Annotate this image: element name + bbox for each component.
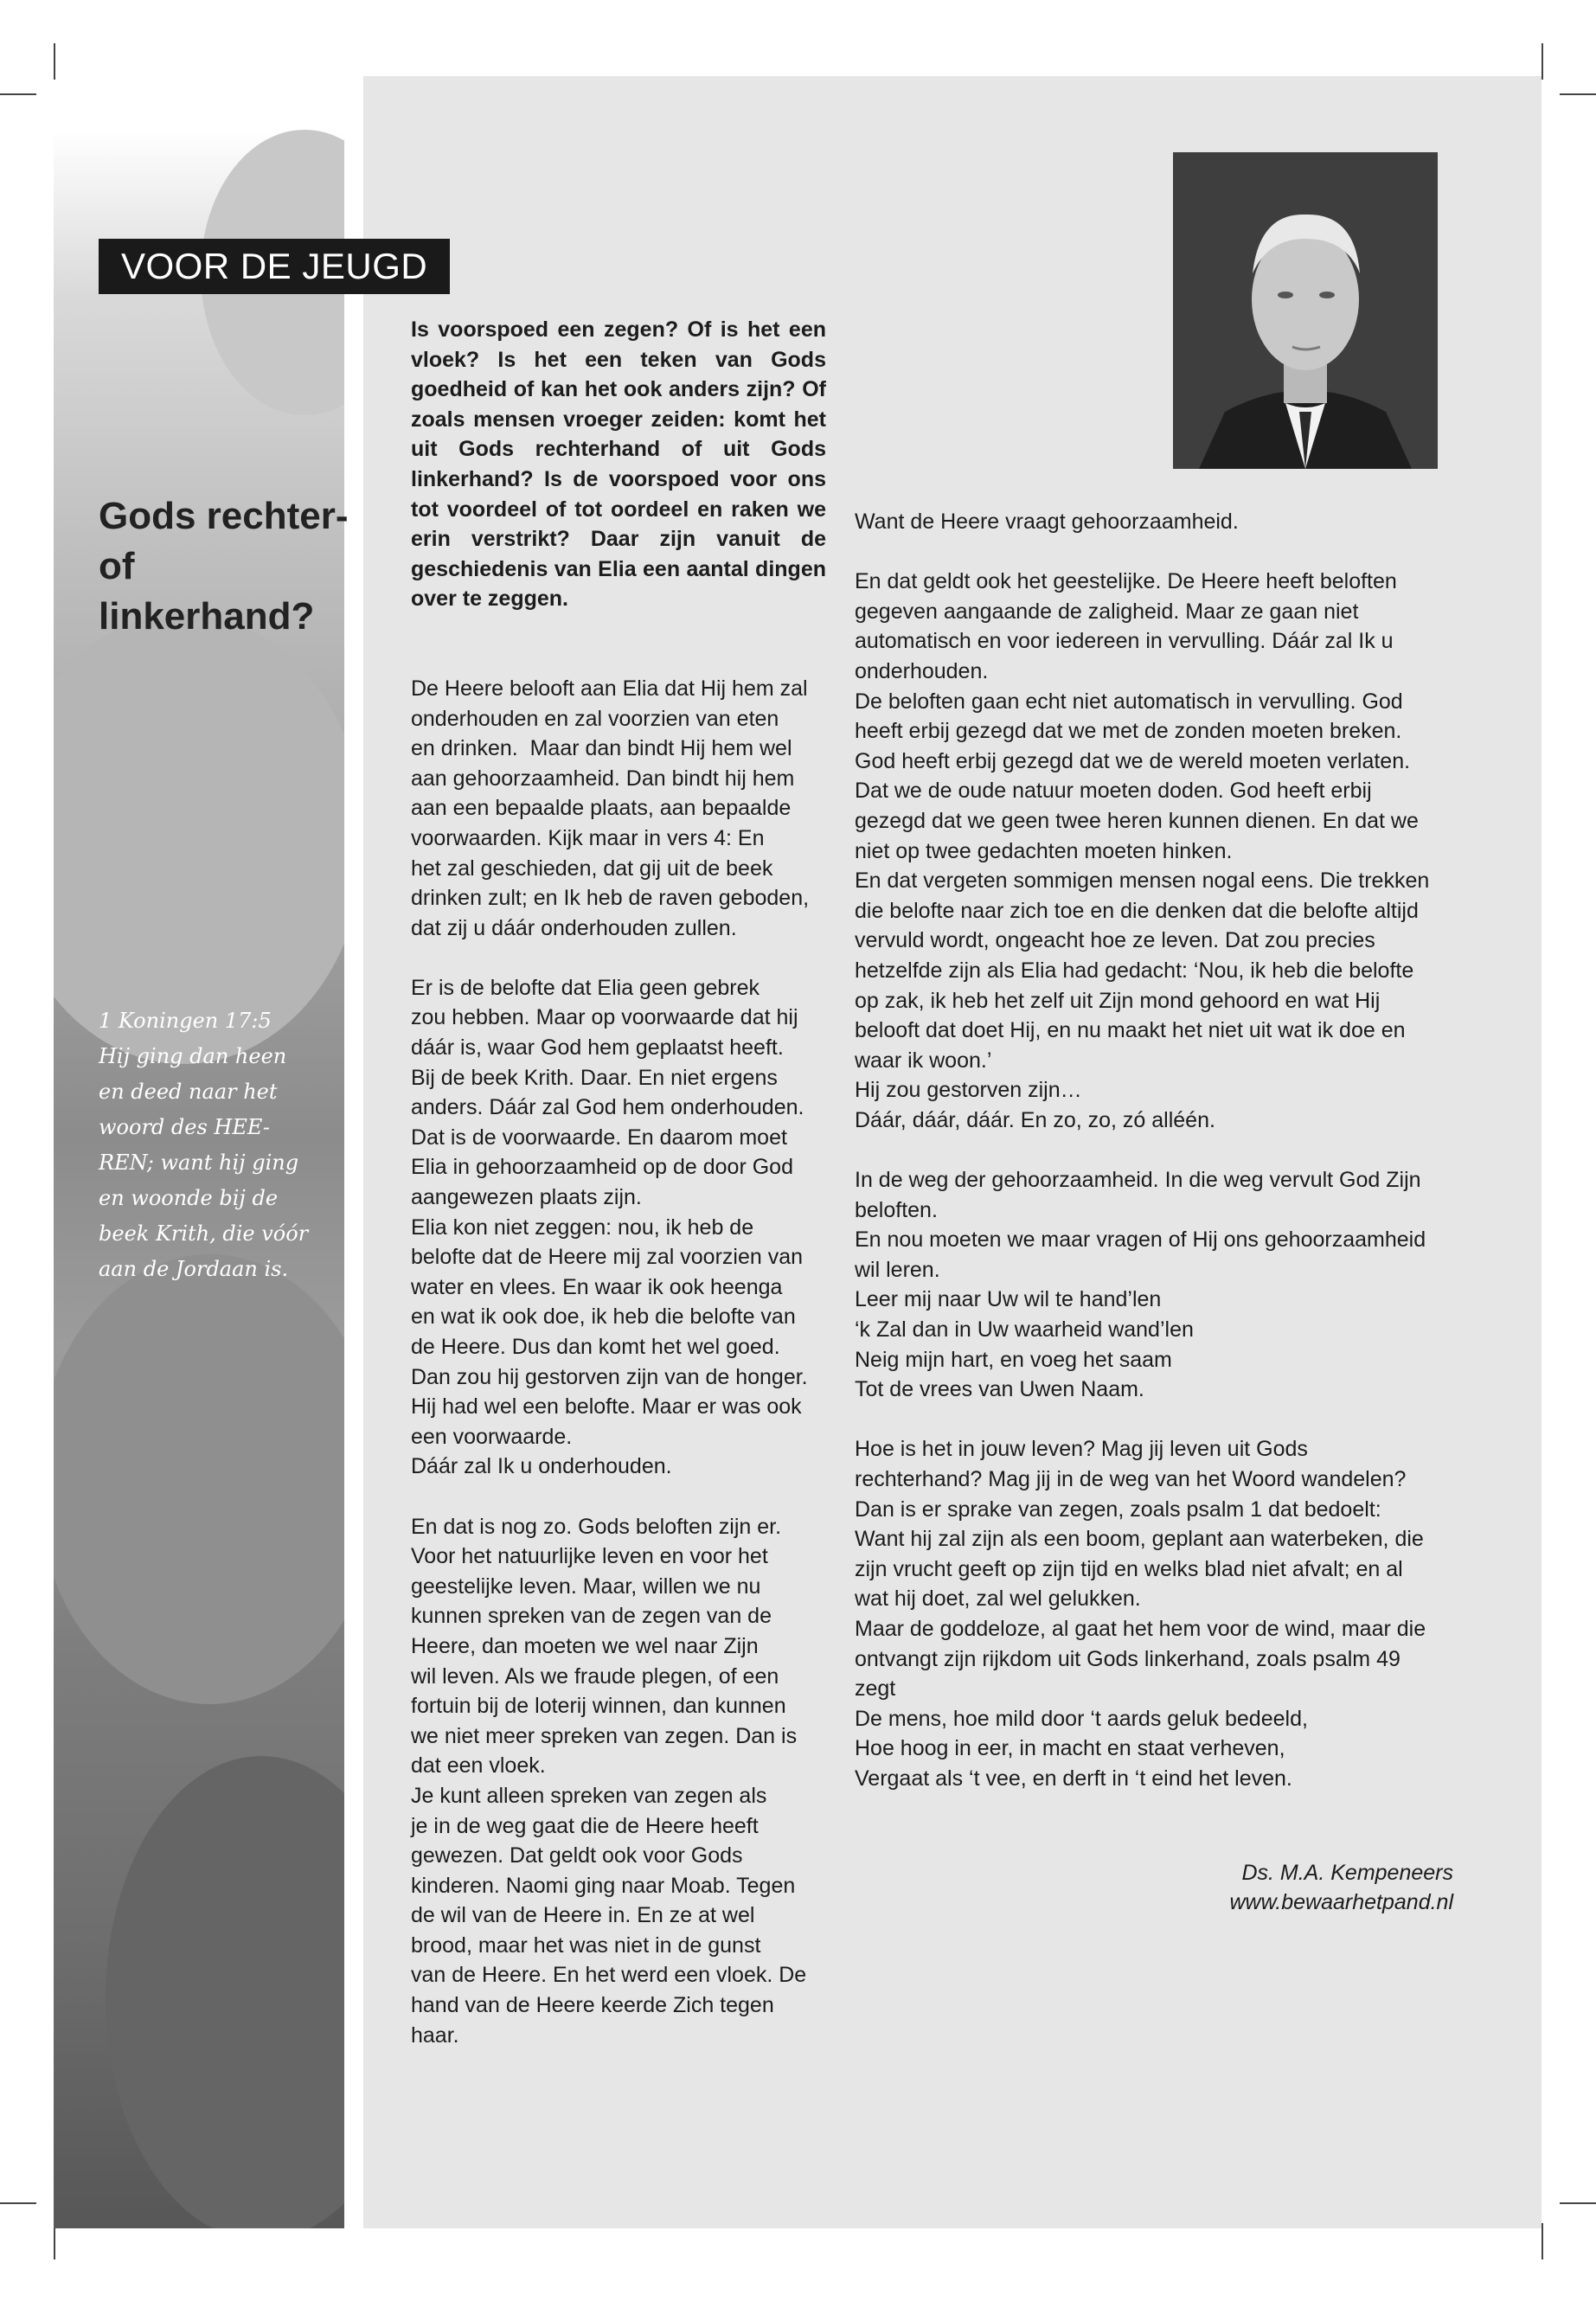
verse-line: en woonde bij de — [99, 1186, 279, 1210]
text-line: De Heere belooft aan Elia dat Hij hem zal — [411, 676, 808, 701]
text-line: Tot de vrees van Uwen Naam. — [855, 1377, 1144, 1402]
text-line: Vergaat als ‘t vee, en derft in ‘t eind het leven. — [855, 1766, 1292, 1791]
verse-line: en deed naar het — [99, 1080, 278, 1104]
text-line: Leer mij naar Uw wil te hand’len — [855, 1287, 1162, 1312]
text-line: De beloften gaan echt niet automatisch in vervulling. God — [855, 689, 1403, 714]
crop-mark — [54, 43, 55, 80]
text-line: anders. Dáár zal God hem onderhouden. — [411, 1095, 804, 1120]
text-line: belooft dat doet Hij, en nu maakt het niet uit wat ik doe en — [855, 1018, 1406, 1043]
text-line: dáár is, waar God hem geplaatst heeft. — [411, 1035, 784, 1061]
paragraph — [855, 1434, 1460, 1793]
verse-reference: 1 Koningen 17:5 — [99, 1009, 272, 1033]
text-line: fortuin bij de loterij winnen, dan kunnen — [411, 1694, 786, 1719]
text-line: Heere, dan moeten we wel naar Zijn — [411, 1633, 759, 1658]
text-line: En dat is nog zo. Gods beloften zijn er. — [411, 1514, 782, 1539]
text-line: Hoe hoog in eer, in macht en staat verheven, — [855, 1736, 1285, 1761]
text-line: we niet meer spreken van zegen. Dan is — [411, 1723, 798, 1748]
title-line: linkerhand? — [99, 595, 315, 638]
text-line: en drinken. Maar dan bindt Hij hem wel — [411, 736, 792, 761]
text-line: gezegd dat we geen twee heren kunnen dienen. En dat we — [855, 808, 1419, 833]
text-line: Je kunt alleen spreken van zegen als — [411, 1783, 767, 1808]
text-line: hand van de Heere keerde Zich tegen — [411, 1993, 774, 2018]
text-line: En dat geldt ook het geestelijke. De Heere heeft beloften — [855, 569, 1397, 594]
paragraph — [855, 567, 1460, 1135]
text-line: het zal geschieden, dat gij uit de beek — [411, 856, 773, 881]
text-line: voorwaarden. Kijk maar in vers 4: En — [411, 825, 765, 850]
paragraph — [411, 674, 826, 943]
text-line: onderhouden en zal voorzien van eten — [411, 706, 779, 731]
text-line: rechterhand? Mag jij in de weg van het Woord wandelen? — [855, 1467, 1407, 1491]
text-line: heeft erbij gezegd dat we met de zonden moeten breken. — [855, 719, 1402, 744]
text-line: De mens, hoe mild door ‘t aards geluk bedeeld, — [855, 1706, 1308, 1731]
text-line: dat zij u dáár onderhouden zullen. — [411, 915, 737, 940]
text-line: aangewezen plaats zijn. — [411, 1185, 642, 1210]
text-line: op zak, ik heb het zelf uit Zijn mond gehoord en wat Hij — [855, 988, 1381, 1013]
article-title — [99, 491, 358, 642]
text-line: Neig mijn hart, en voeg het saam — [855, 1347, 1172, 1372]
text-line: van de Heere. En het werd een vloek. De — [411, 1963, 807, 1988]
text-line: zijn vrucht geeft op zijn tijd en welks blad niet afvalt; en al — [855, 1556, 1403, 1581]
text-line: je in de weg gaat die de Heere heeft — [411, 1813, 759, 1838]
text-line: geestelijke leven. Maar, willen we nu — [411, 1574, 761, 1599]
text-line: Voor het natuurlijke leven en voor het — [411, 1544, 768, 1569]
text-line: Dáár, dáár, dáár. En zo, zo, zó alléén. — [855, 1107, 1215, 1132]
text-line: Bij de beek Krith. Daar. En niet ergens — [411, 1065, 778, 1090]
text-line: Want de Heere vraagt gehoorzaamheid. — [855, 510, 1239, 534]
text-line: Dáár zal Ik u onderhouden. — [411, 1454, 672, 1479]
text-line: gewezen. Dat geldt ook voor Gods — [411, 1843, 743, 1868]
crop-mark — [1542, 2223, 1543, 2259]
text-line: Maar de goddeloze, al gaat het hem voor de wind, maar die — [855, 1616, 1426, 1641]
author-website: www.bewaarhetpand.nl — [1229, 1890, 1453, 1914]
text-line: zegt — [855, 1676, 896, 1702]
article-signature — [1125, 1858, 1453, 1917]
text-line: haar. — [411, 2022, 459, 2048]
crop-mark — [54, 2223, 55, 2259]
text-line: kinderen. Naomi ging naar Moab. Tegen — [411, 1873, 796, 1898]
text-line: de wil van de Heere in. En ze at wel — [411, 1903, 755, 1928]
paragraph — [855, 507, 1460, 537]
crop-mark — [1560, 93, 1596, 95]
text-line: ontvangt zijn rijkdom uit Gods linkerhand, zoals psalm 49 — [855, 1646, 1401, 1671]
text-line: beloften. — [855, 1197, 938, 1222]
verse-line: REN; want hij ging — [99, 1150, 299, 1175]
portrait-illustration — [1173, 152, 1438, 469]
text-line: brood, maar het was niet in de gunst — [411, 1932, 761, 1958]
text-line: een voorwaarde. — [411, 1424, 573, 1449]
text-line: ‘k Zal dan in Uw waarheid wand’len — [855, 1317, 1194, 1343]
verse-line: aan de Jordaan is. — [99, 1257, 289, 1281]
text-line: de Heere. Dus dan komt het wel goed. — [411, 1335, 780, 1359]
text-line: Elia kon niet zeggen: nou, ik heb de — [411, 1215, 754, 1240]
photo-face-3 — [54, 1254, 344, 1704]
text-line: dat een vloek. — [411, 1753, 546, 1779]
text-line: Dat is de voorwaarde. En daarom moet — [411, 1125, 787, 1150]
author-name: Ds. M.A. Kempeneers — [1241, 1861, 1453, 1885]
text-line: En nou moeten we maar vragen of Hij ons gehoorzaamheid — [855, 1227, 1426, 1253]
article-intro: Is voorspoed een zegen? Of is het een vloek? Is het een teken van Gods goedheid of kan het ook anders zijn? Of zoals mensen vroeger zeiden: komt het uit Gods rechterhand of uit Gods linkerhand? Is de voorspoed voor ons tot voordeel of tot oordeel en raken we erin verstrikt? Daar zijn vanuit de geschiedenis van Elia een aantal dingen over te zeggen. — [411, 317, 826, 612]
crop-mark — [1560, 2202, 1596, 2204]
verse-line: beek Krith, die vóór — [99, 1221, 309, 1246]
text-line: onderhouden. — [855, 658, 989, 683]
text-line: gegeven aangaande de zaligheid. Maar ze gaan niet — [855, 599, 1359, 624]
crop-mark — [1542, 43, 1543, 80]
text-line: Dat we de oude natuur moeten doden. God heeft erbij — [855, 779, 1372, 804]
paragraph — [411, 973, 826, 1482]
text-line: aan een bepaalde plaats, aan bepaalde — [411, 796, 792, 821]
bible-verse — [99, 1003, 324, 1287]
text-line: waar ik woon.’ — [855, 1048, 992, 1073]
title-line: of — [99, 545, 135, 587]
photo-face-4 — [106, 1756, 344, 2228]
text-line: niet op twee gedachten moeten hinken. — [855, 838, 1233, 863]
text-line: Dan zou hij gestorven zijn van de honger. — [411, 1364, 808, 1389]
text-line: Dan is er sprake van zegen, zoals psalm 1 dat bedoelt: — [855, 1497, 1381, 1522]
photo-face-2 — [54, 614, 344, 1064]
text-line: Hoe is het in jouw leven? Mag jij leven uit Gods — [855, 1437, 1308, 1462]
text-line: aan gehoorzaamheid. Dan bindt hij hem — [411, 766, 795, 791]
text-line: wil leren. — [855, 1257, 940, 1282]
text-line: Elia in gehoorzaamheid op de door God — [411, 1155, 793, 1180]
text-line: kunnen spreken van de zegen van de — [411, 1604, 772, 1629]
verse-line: woord des HEE- — [99, 1115, 270, 1139]
text-line: En dat vergeten sommigen mensen nogal eens. Die trekken — [855, 868, 1430, 894]
article-column-left — [411, 315, 826, 2050]
text-line: en wat ik ook doe, ik heb die belofte van — [411, 1304, 796, 1330]
crop-mark — [0, 2202, 36, 2204]
text-line: wat hij doet, zal wel gelukken. — [855, 1586, 1141, 1612]
verse-line: Hij ging dan heen — [99, 1044, 287, 1068]
article-column-right — [855, 507, 1460, 1794]
author-portrait — [1173, 152, 1438, 469]
text-line: In de weg der gehoorzaamheid. In die weg vervult God Zijn — [855, 1168, 1421, 1193]
paragraph — [411, 1512, 826, 2051]
text-line: vervuld wordt, ongeacht hoe ze leven. Dat zou precies — [855, 928, 1375, 953]
text-line: God heeft erbij gezegd dat we de wereld moeten verlaten. — [855, 748, 1411, 773]
section-label: VOOR DE JEUGD — [99, 239, 450, 294]
title-line: Gods rechter- — [99, 495, 349, 537]
text-line: Er is de belofte dat Elia geen gebrek — [411, 975, 760, 1000]
crop-mark — [0, 93, 36, 95]
text-line: drinken zult; en Ik heb de raven geboden, — [411, 886, 810, 911]
paragraph — [855, 1165, 1460, 1405]
text-line: belofte dat de Heere mij zal voorzien van — [411, 1245, 804, 1270]
text-line: water en vlees. En waar ik ook heenga — [411, 1274, 783, 1299]
text-line: wil leven. Als we fraude plegen, of een — [411, 1663, 779, 1689]
text-line: Hij had wel een belofte. Maar er was ook — [411, 1394, 802, 1420]
text-line: die belofte naar zich toe en die denken dat die belofte altijd — [855, 898, 1419, 923]
text-line: Hij zou gestorven zijn… — [855, 1078, 1082, 1103]
text-line: automatisch en voor iedereen in vervulling. Dáár zal Ik u — [855, 629, 1394, 654]
text-line: hetzelfde zijn als Elia had gedacht: ‘Nou, ik heb die belofte — [855, 958, 1414, 983]
text-line: zou hebben. Maar op voorwaarde dat hij — [411, 1005, 798, 1030]
text-line: Want hij zal zijn als een boom, geplant aan waterbeken, die — [855, 1527, 1424, 1552]
